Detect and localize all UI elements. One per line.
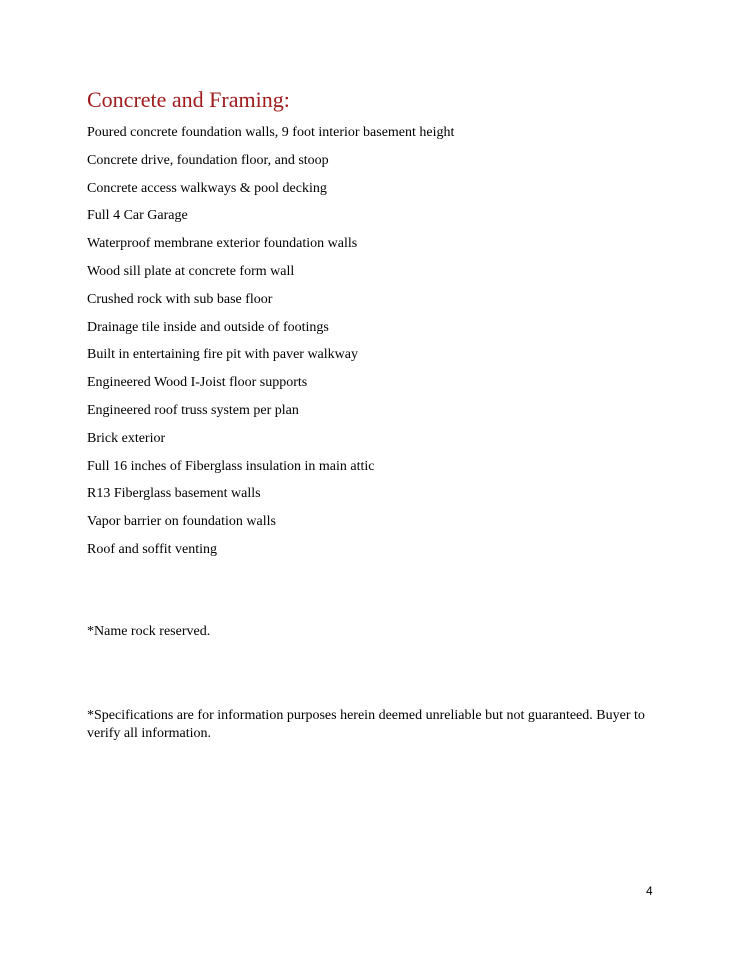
spec-item: Built in entertaining fire pit with paver walkway xyxy=(87,347,358,363)
spec-item: Drainage tile inside and outside of footings xyxy=(87,319,329,335)
spec-item: Engineered roof truss system per plan xyxy=(87,402,299,418)
spec-item: Wood sill plate at concrete form wall xyxy=(87,263,295,279)
spec-item: Poured concrete foundation walls, 9 foot interior basement height xyxy=(87,125,455,140)
spec-item: Full 16 inches of Fiberglass insulation in main attic xyxy=(87,458,375,474)
page-number: 4 xyxy=(646,884,653,898)
section-heading: Concrete and Framing: xyxy=(87,87,290,112)
disclaimer-note: *Specifications are for information purposes herein deemed unreliable but not guaranteed. Buyer to verify all information. xyxy=(87,708,645,741)
spec-list xyxy=(87,124,454,569)
spec-item: Brick exterior xyxy=(87,430,166,446)
spec-item: Waterproof membrane exterior foundation walls xyxy=(87,236,358,252)
spec-item: Roof and soffit venting xyxy=(87,541,218,557)
reserved-note: *Name rock reserved. xyxy=(87,624,211,639)
spec-item: Full 4 Car Garage xyxy=(87,208,188,224)
spec-item: R13 Fiberglass basement walls xyxy=(87,486,261,502)
spec-item: Engineered Wood I-Joist floor supports xyxy=(87,375,308,391)
spec-item: Concrete drive, foundation floor, and stoop xyxy=(87,152,329,168)
spec-item: Crushed rock with sub base floor xyxy=(87,291,273,307)
spec-item: Concrete access walkways & pool decking xyxy=(87,180,327,196)
spec-item: Vapor barrier on foundation walls xyxy=(87,514,276,530)
